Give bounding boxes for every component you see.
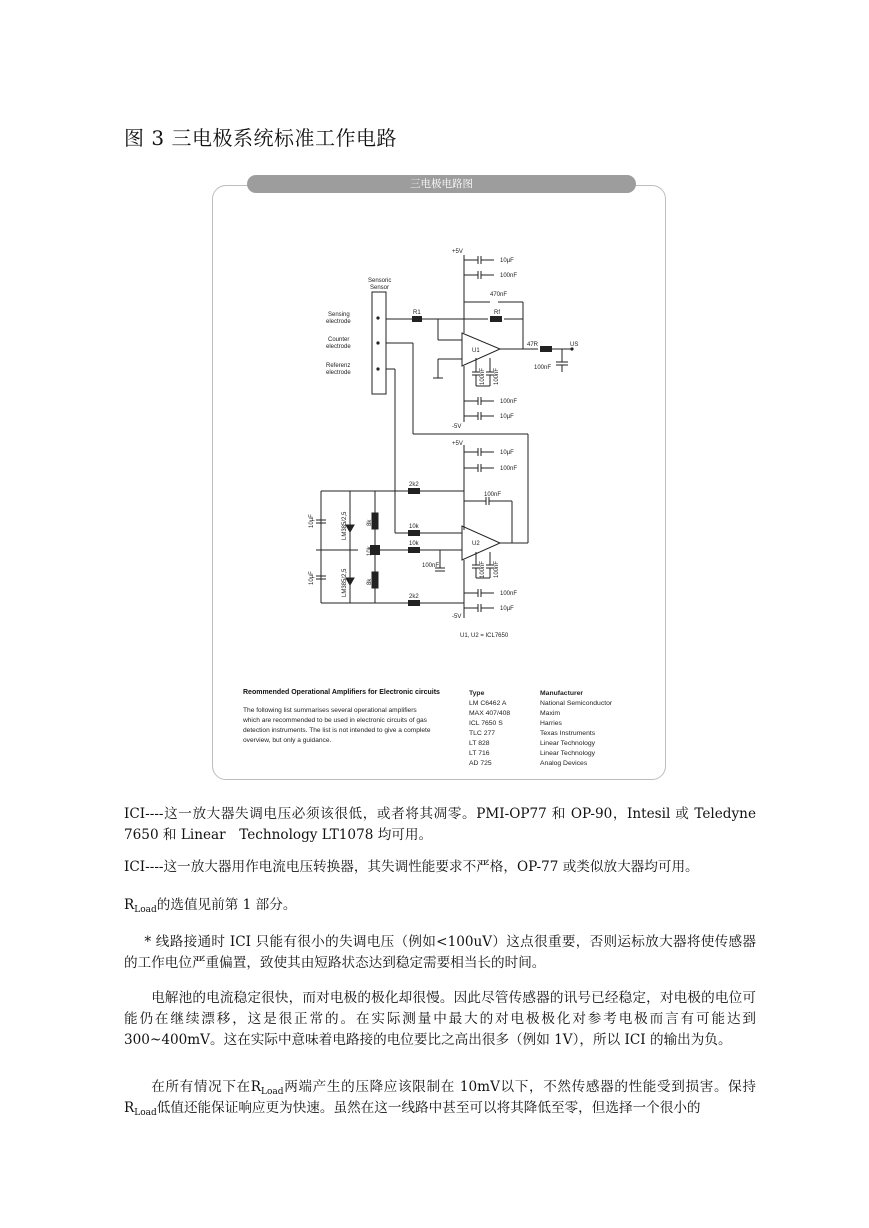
r-symbol: R xyxy=(124,897,135,913)
label-c100nf-vert2: 100nF xyxy=(494,367,500,385)
label-c10uf-left1: 10µF xyxy=(309,514,315,528)
label-c100nf-vert1: 100nF xyxy=(480,367,486,385)
amp-manufacturer: Texas Instruments xyxy=(540,730,596,737)
label-sensor-1: Sensoric xyxy=(368,278,392,284)
table-row xyxy=(469,739,612,749)
figure-heading: 图 3 三电极系统标准工作电路 xyxy=(124,126,397,150)
table-row xyxy=(469,709,612,719)
label-c10uf-2: 10µF xyxy=(500,414,514,420)
label-r10k-1: 10k xyxy=(409,524,419,530)
paragraph-6 xyxy=(124,1077,756,1119)
amp-list-title: Reommended Operational Amplifiers for Electronic circuits xyxy=(243,689,440,696)
amp-manufacturer: Analog Devices xyxy=(540,760,588,767)
label-r1: R1 xyxy=(413,310,421,316)
label-c100nf-out: 100nF xyxy=(534,365,552,371)
amp-table xyxy=(469,689,612,769)
amp-header-manufacturer: Manufacturer xyxy=(540,690,584,697)
label-c100nf-vert4: 100nF xyxy=(494,560,500,578)
paragraph-2: ICI----这一放大器用作电流电压转换器，其失调性能要求不严格，OP-77 或类似放大器均可用。 xyxy=(124,859,699,875)
label-referenz-2: electrode xyxy=(326,370,351,376)
table-row xyxy=(469,719,612,729)
paragraph-4: * 线路接通时 ICI 只能有很小的失调电压（例如<100uV）这点很重要，否则运标放大器将使传感器的工作电位严重偏置，致使其由短路状态达到稳定需要相当长的时间。 xyxy=(124,934,756,971)
paragraph-5: 电解池的电流稳定很快，而对电极的极化却很慢。因此尽管传感器的讯号已经稳定，对电极的电位可能仍在继续漂移，这是很正常的。在实际测量中最大的对电极极化对参考电极而言有可能达到 300~400mV。这在实际中意味着电路接的电位要比之高出很多（例如 1V），所以 ICI 的输出为负。 xyxy=(124,990,756,1048)
label-c100nf-2: 100nF xyxy=(500,399,518,405)
label-minus5v-top: -5V xyxy=(452,424,462,430)
label-c10uf-3: 10µF xyxy=(500,450,514,456)
label-r8k-1: 8k xyxy=(367,519,373,526)
label-c100nf-5: 100nF xyxy=(500,591,518,597)
amp-manufacturer: Linear Technology xyxy=(540,750,596,757)
amp-manufacturer: Maxim xyxy=(540,710,561,717)
amp-type: LT 828 xyxy=(469,740,490,747)
label-rf: Rf xyxy=(494,310,500,316)
label-r2k2-bot: 2k2 xyxy=(409,594,419,600)
label-c10uf-left2: 10µF xyxy=(309,571,315,585)
label-plus5v-top: +5V xyxy=(452,249,463,255)
amp-manufacturer: Linear Technology xyxy=(540,740,596,747)
label-icl: U1, U2 = ICL7650 xyxy=(460,633,509,639)
paragraph-6-part-c: 低值还能保证响应更为快速。虽然在这一线路中甚至可以将其降低至零，但选择一个很小的 xyxy=(156,1100,701,1116)
label-referenz-1: Referenz xyxy=(326,363,351,369)
label-lm385-1: LM385/2,5 xyxy=(342,511,348,540)
paragraph-6-part-a: 在所有情况下在R xyxy=(151,1079,262,1095)
figure-panel-title: 三电极电路图 xyxy=(247,175,636,193)
label-c10uf-4: 10µF xyxy=(500,606,514,612)
amp-table-header xyxy=(469,689,612,699)
load-subscript: Load xyxy=(261,1087,284,1097)
amp-list-description: The following list summarises several operational amplifiers which are recommended to be used in electronic circuits of gas detection instruments. The list is not intended to give a complete overview, but only a guidance. xyxy=(243,707,431,744)
amp-type: MAX 407/408 xyxy=(469,710,511,717)
table-row xyxy=(469,699,612,709)
label-r2k2-top: 2k2 xyxy=(409,482,419,488)
label-c100nf-4: 100nF xyxy=(484,492,502,498)
opamp-u1 xyxy=(462,333,500,366)
table-row xyxy=(469,749,612,759)
label-c100nf-u2in: 100nF xyxy=(422,563,440,569)
amp-type: TLC 277 xyxy=(469,730,496,737)
label-lm385-2: LM385/2,5 xyxy=(342,568,348,597)
label-us: US xyxy=(570,342,579,348)
label-counter-2: electrode xyxy=(326,344,351,350)
label-sensing-1: Sensing xyxy=(328,312,350,318)
label-r8k-2: 8k xyxy=(367,578,373,585)
amp-type: LM C6462 A xyxy=(469,700,507,707)
table-row xyxy=(469,729,612,739)
amp-type: AD 725 xyxy=(469,760,492,767)
label-r10k-2: 10k xyxy=(409,541,419,547)
paragraph-3-text: 的选值见前第 1 部分。 xyxy=(156,897,297,913)
label-counter-1: Counter xyxy=(328,337,350,343)
label-c100nf-1: 100nF xyxy=(500,273,518,279)
amp-type: ICL 7650 S xyxy=(469,720,503,727)
label-plus5v-mid: +5V xyxy=(452,441,463,447)
label-u1: U1 xyxy=(472,348,480,354)
opamp-u2 xyxy=(462,526,500,560)
paragraph-6-part-b: 两端产生的压降应该限制在 10mV以下，不然传感器的性能受到损害。保持R xyxy=(124,1079,756,1116)
label-c100nf-vert3: 100nF xyxy=(480,560,486,578)
paragraph-3 xyxy=(124,895,756,916)
amp-type: LT 716 xyxy=(469,750,490,757)
label-c100nf-3: 100nF xyxy=(500,466,518,472)
label-u2: U2 xyxy=(472,541,480,547)
label-sensing-2: electrode xyxy=(326,319,351,325)
label-c10uf-1: 10µF xyxy=(500,258,514,264)
label-sensor-2: Sensor xyxy=(370,285,390,291)
label-minus5v-mid: -5V xyxy=(452,614,462,620)
paragraph-1: ICI----这一放大器失调电压必须该很低，或者将其凋零。PMI-OP77 和 OP-90，Intesil 或 Teledyne 7650 和 Linear Technology LT1078 均可用。 xyxy=(124,806,756,843)
label-r47: 47R xyxy=(527,342,539,348)
three-electrode-circuit-diagram xyxy=(300,245,600,645)
label-r10k-pot: 10k xyxy=(367,546,373,556)
load-subscript: Load xyxy=(134,905,157,915)
table-row xyxy=(469,759,612,769)
load-subscript: Load xyxy=(134,1108,157,1118)
amp-manufacturer: Harries xyxy=(540,720,562,727)
amp-manufacturer: National Semiconductor xyxy=(540,700,613,707)
amp-header-type: Type xyxy=(469,690,485,697)
label-c470nf: 470nF xyxy=(490,292,508,298)
